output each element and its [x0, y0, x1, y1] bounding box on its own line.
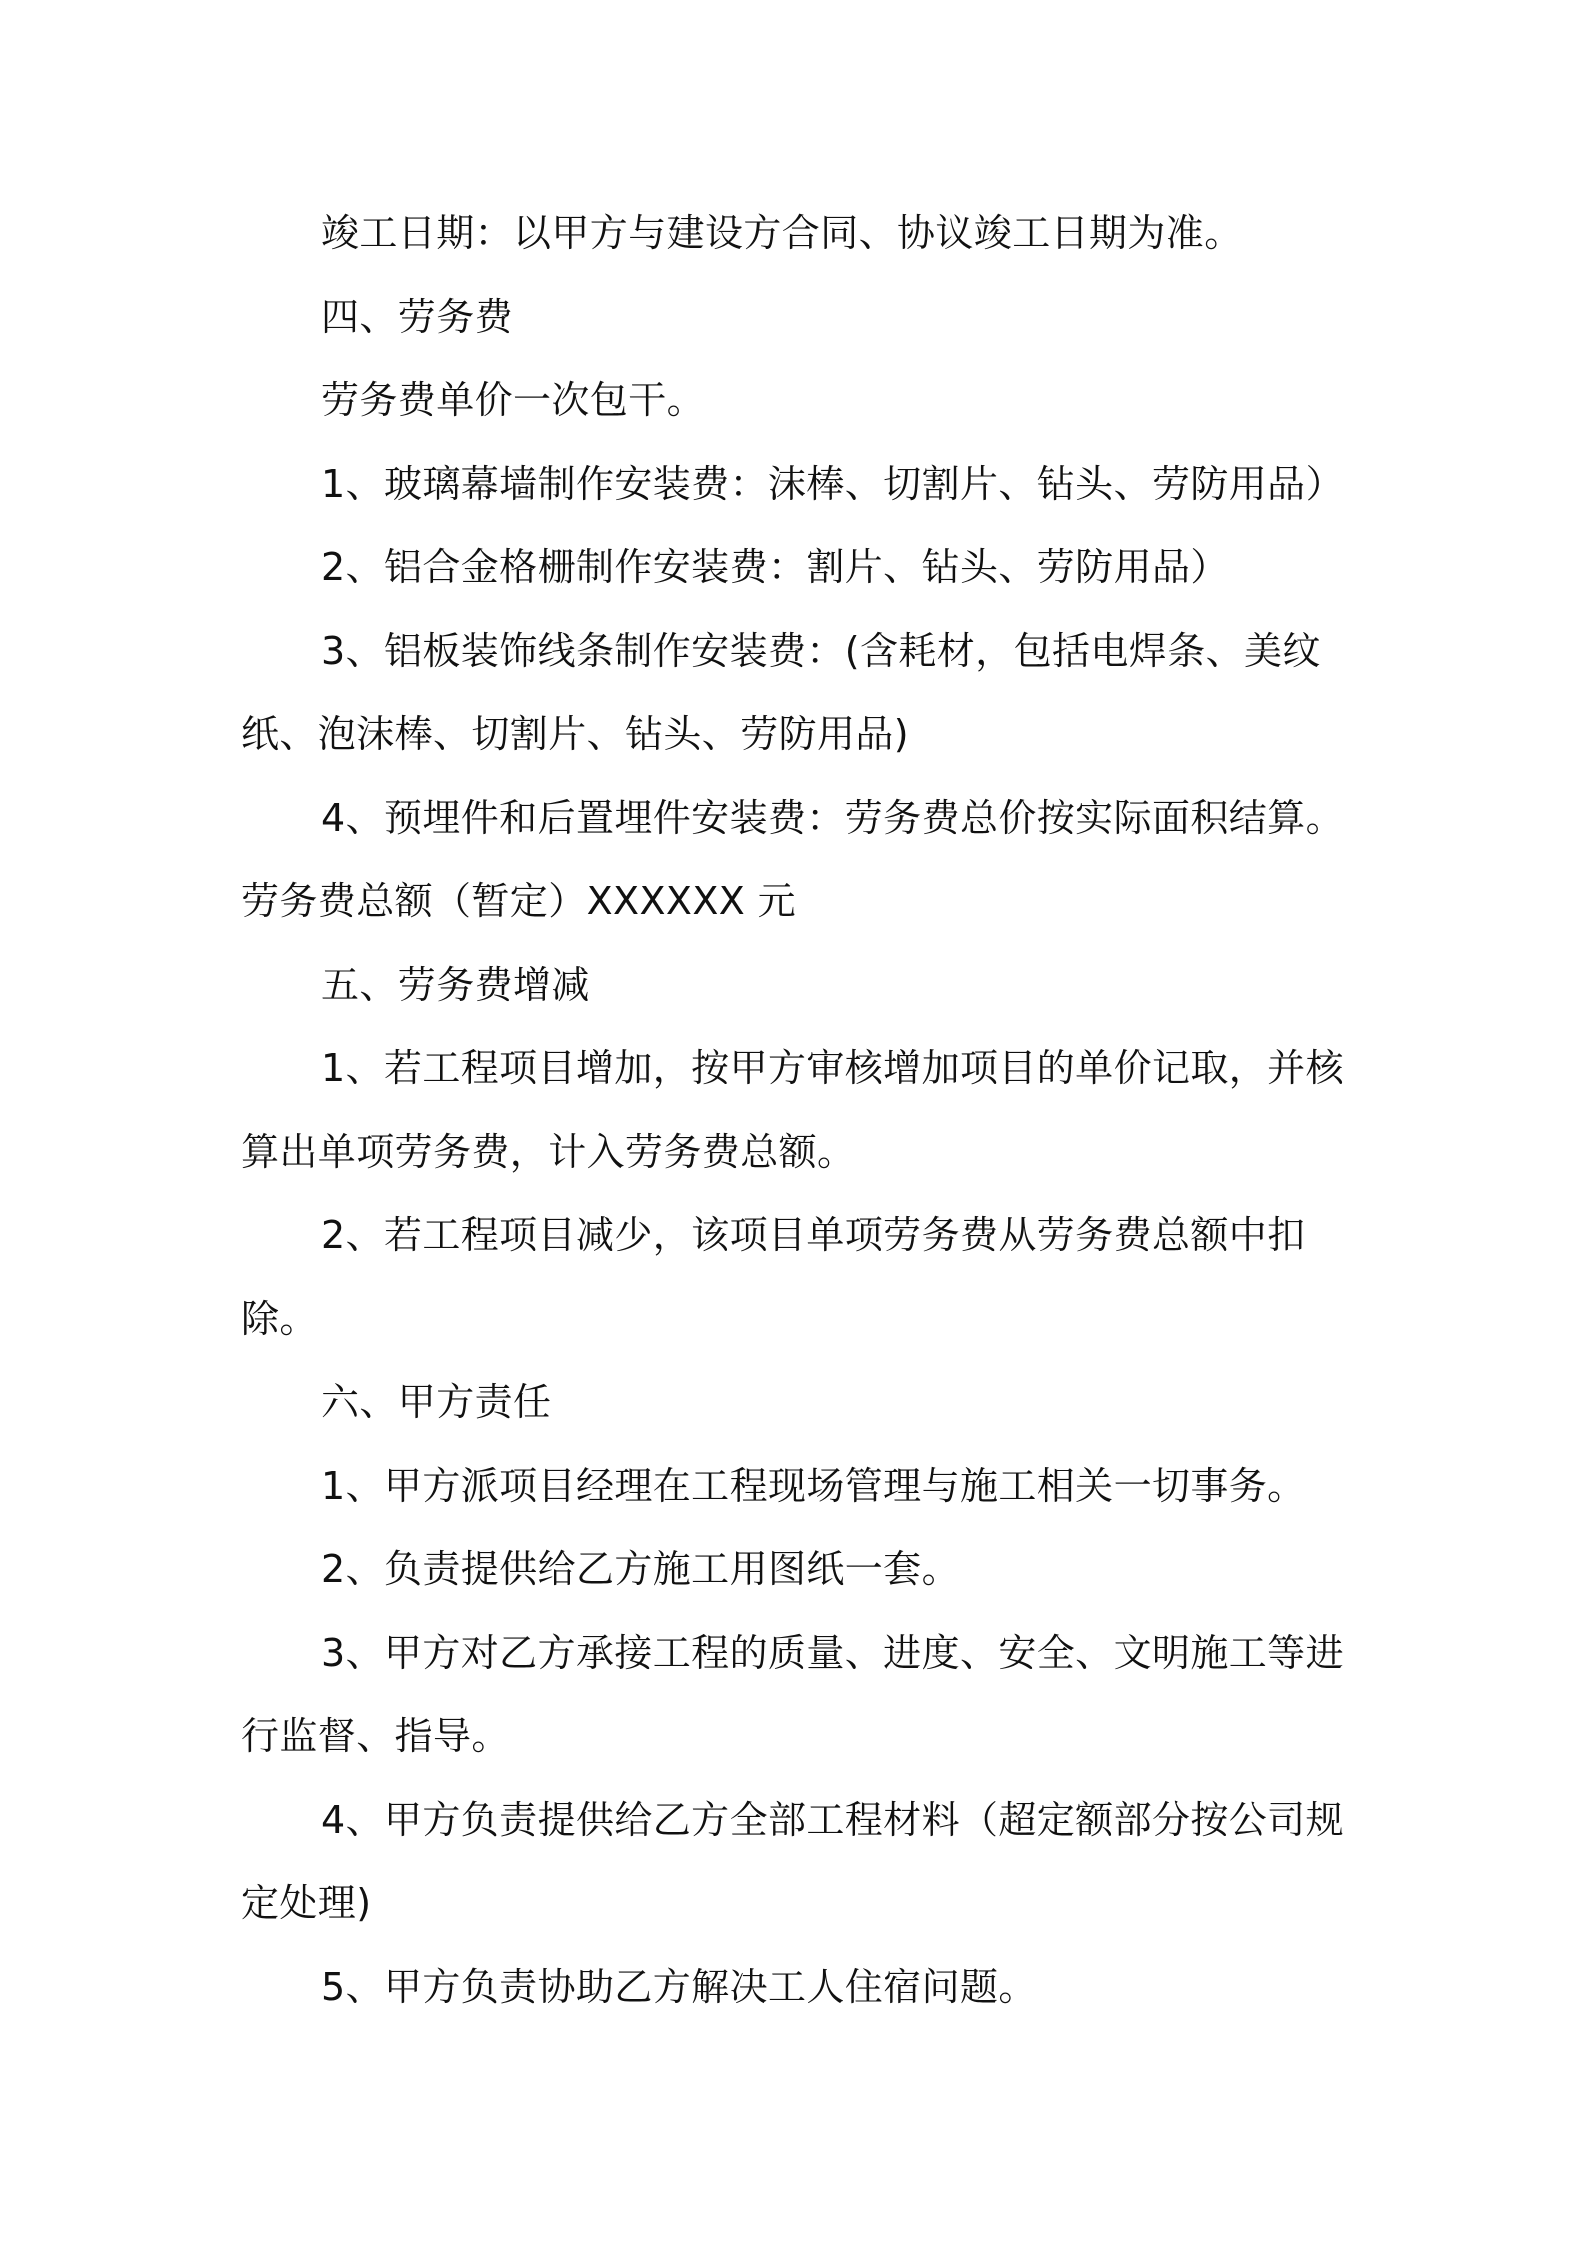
- list-item-project-decrease: 2、若工程项目减少，该项目单项劳务费从劳务费总额中扣除。: [241, 1213, 1306, 1341]
- list-item-aluminum-trim: 3、铝板装饰线条制作安装费：(含耗材，包括电焊条、美纹纸、泡沫棒、切割片、钻头、劳防用品): [241, 628, 1321, 756]
- list-item-supervision: 3、甲方对乙方承接工程的质量、进度、安全、文明施工等进行监督、指导。: [241, 1630, 1344, 1758]
- section-heading-party-a-duties: 六、甲方责任: [321, 1380, 552, 1424]
- list-item-aluminum-grille: 2、铝合金格栅制作安装费：割片、钻头、劳防用品）: [321, 545, 1229, 589]
- paragraph-completion-date: 竣工日期：以甲方与建设方合同、协议竣工日期为准。: [321, 211, 1243, 255]
- list-item-embedded-parts: 4、预埋件和后置埋件安装费：劳务费总价按实际面积结算。: [321, 795, 1344, 840]
- paragraph-total-amount: 劳务费总额（暂定）XXXXXX 元: [241, 879, 797, 923]
- list-item-materials: 4、甲方负责提供给乙方全部工程材料（超定额部分按公司规定处理): [241, 1797, 1344, 1925]
- list-item-accommodation: 5、甲方负责协助乙方解决工人住宿问题。: [321, 1964, 1037, 2009]
- section-heading-fee-adjustment: 五、劳务费增减: [321, 962, 590, 1007]
- document-body: [241, 192, 1361, 2029]
- list-item-glass-curtain-wall: 1、玻璃幕墙制作安装费：沫棒、切割片、钻头、劳防用品）: [321, 461, 1344, 506]
- list-item-project-increase: 1、若工程项目增加，按甲方审核增加项目的单价记取，并核算出单项劳务费，计入劳务费总额。: [241, 1046, 1344, 1174]
- list-item-drawings: 2、负责提供给乙方施工用图纸一套。: [321, 1547, 960, 1591]
- paragraph-unit-price: 劳务费单价一次包干。: [321, 378, 706, 422]
- list-item-project-manager: 1、甲方派项目经理在工程现场管理与施工相关一切事务。: [321, 1463, 1306, 1508]
- section-heading-labor-fee: 四、劳务费: [321, 294, 514, 339]
